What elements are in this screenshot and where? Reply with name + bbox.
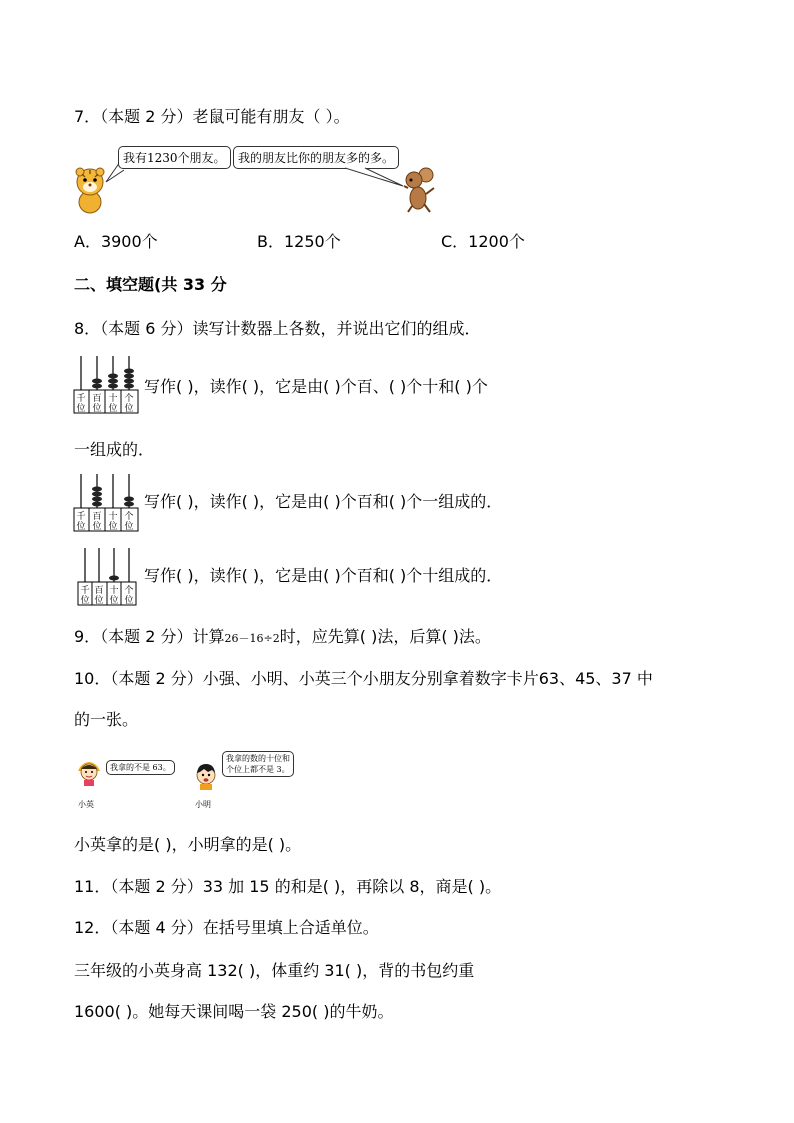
q7-option-a: A．3900个 xyxy=(74,232,158,251)
mouse-speech-bubble: 我的朋友比你的朋友多的多。 xyxy=(233,146,399,169)
svg-text:个: 个 xyxy=(124,586,134,596)
abacus-3 xyxy=(77,544,139,606)
q12-line1: 三年级的小英身高 132( )，体重约 31( )，背的书包约重 xyxy=(74,961,475,980)
tiger-speech-bubble: 我有1230个朋友。 xyxy=(118,146,231,169)
girl-icon xyxy=(76,757,102,787)
boy-icon xyxy=(192,761,220,791)
girl-name: 小英 xyxy=(78,800,94,809)
svg-text:位: 位 xyxy=(80,596,90,606)
mouse-bubble-tail xyxy=(345,160,405,188)
q10-answer: 小英拿的是( )，小明拿的是( )。 xyxy=(74,835,302,854)
q10-line2: 的一张。 xyxy=(74,710,139,729)
svg-text:百: 百 xyxy=(92,394,102,404)
abacus-1 xyxy=(73,352,139,414)
svg-text:十: 十 xyxy=(108,394,118,404)
boy-speech-bubble xyxy=(222,751,294,777)
svg-text:位: 位 xyxy=(76,522,86,532)
svg-text:百: 百 xyxy=(92,512,102,522)
q9-text-b: 时，应先算( )法，后算( )法。 xyxy=(279,627,491,646)
svg-text:位: 位 xyxy=(108,522,118,532)
q7-option-c: C．1200个 xyxy=(441,232,525,251)
abacus-2 xyxy=(73,470,139,532)
mouse-icon xyxy=(400,166,440,214)
boy-bubble-line-1: 我拿的数的十位和 xyxy=(226,754,290,763)
svg-text:千: 千 xyxy=(76,394,86,404)
q9-expression: 26－16÷2 xyxy=(224,632,280,645)
svg-text:位: 位 xyxy=(92,404,102,414)
q7-text: 7．（本题 2 分）老鼠可能有朋友（ ）。 xyxy=(74,107,350,126)
svg-text:位: 位 xyxy=(92,522,102,532)
q12-line2: 1600( )。她每天课间喝一袋 250( )的牛奶。 xyxy=(74,1002,394,1021)
q12-text: 12．（本题 4 分）在括号里填上合适单位。 xyxy=(74,918,379,937)
svg-text:位: 位 xyxy=(76,404,86,414)
svg-text:位: 位 xyxy=(108,404,118,414)
svg-text:十: 十 xyxy=(109,586,119,596)
q10-line1: 10．（本题 2 分）小强、小明、小英三个小朋友分别拿着数字卡片63、45、37 中 xyxy=(74,669,653,688)
svg-text:十: 十 xyxy=(108,512,118,522)
svg-text:个: 个 xyxy=(124,394,134,404)
svg-text:位: 位 xyxy=(94,596,104,606)
q8-row3: 写作( )，读作( )，它是由( )个百和( )个十组成的． xyxy=(144,566,503,585)
q8-text: 8．（本题 6 分）读写计数器上各数，并说出它们的组成． xyxy=(74,319,481,338)
section-heading: 二、填空题(共 33 分 xyxy=(74,275,227,294)
svg-text:百: 百 xyxy=(94,586,104,596)
q9-line xyxy=(74,627,491,649)
q8-row1: 写作( )，读作( )，它是由( )个百、( )个十和( )个 xyxy=(144,377,488,396)
svg-text:位: 位 xyxy=(109,596,119,606)
q8-row1-cont: 一组成的． xyxy=(74,440,155,459)
svg-text:千: 千 xyxy=(76,512,86,522)
boy-bubble-line-2: 个位上都不是 3。 xyxy=(226,765,290,774)
svg-text:位: 位 xyxy=(124,522,134,532)
tiger-icon xyxy=(72,166,108,214)
svg-text:位: 位 xyxy=(124,596,134,606)
svg-text:位: 位 xyxy=(124,404,134,414)
q9-text-a: 9．（本题 2 分）计算 xyxy=(74,627,225,646)
girl-speech-bubble: 我拿的不是 63。 xyxy=(106,760,175,775)
q11-text: 11．（本题 2 分）33 加 15 的和是( )，再除以 8，商是( )。 xyxy=(74,877,502,896)
svg-text:千: 千 xyxy=(80,586,90,596)
boy-name: 小明 xyxy=(195,800,211,809)
q7-option-b: B．1250个 xyxy=(257,232,341,251)
q8-row2: 写作( )，读作( )，它是由( )个百和( )个一组成的． xyxy=(144,492,503,511)
svg-text:个: 个 xyxy=(124,512,134,522)
